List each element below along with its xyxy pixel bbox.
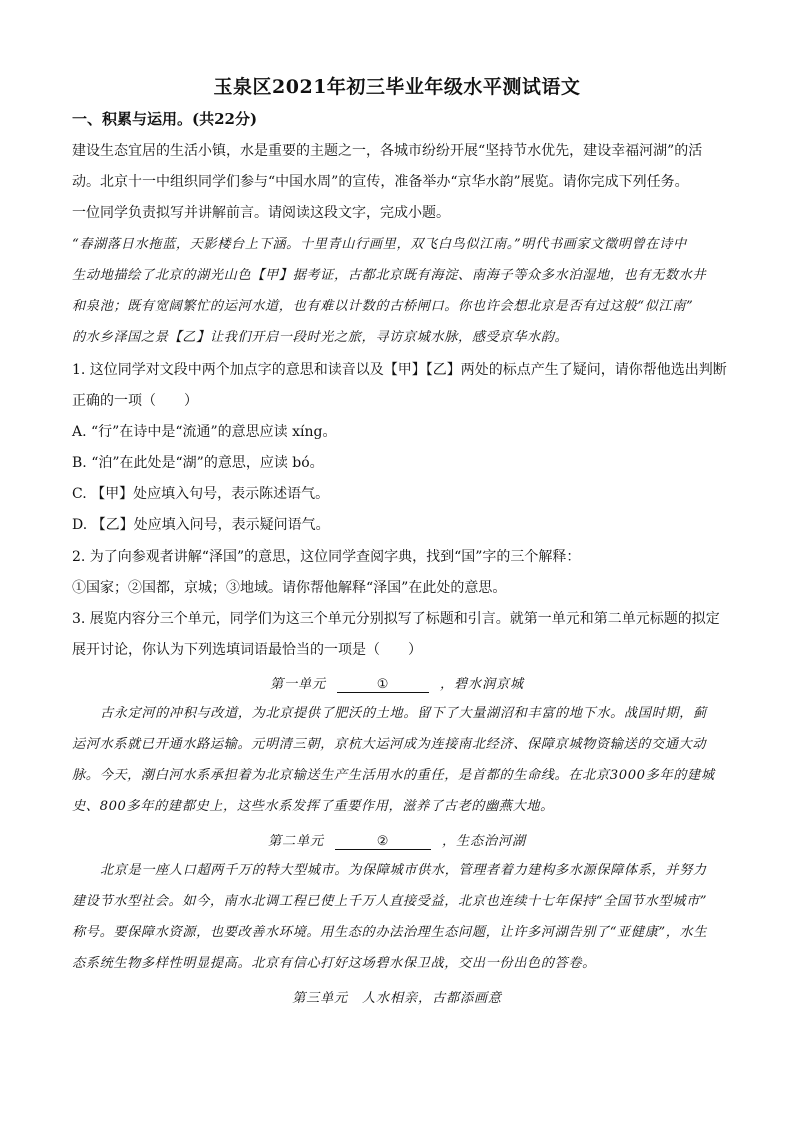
intro-line: 一位同学负责拟写并讲解前言。请阅读这段文字，完成小题。 bbox=[72, 205, 450, 221]
question-1-stem: 正确的一项（ ） bbox=[72, 393, 198, 409]
question-1-option-b: B. “泊”在此处是“湖”的意思，应读 bó。 bbox=[72, 455, 324, 471]
unit-2-body-line: 建设节水型社会。如今，南水北调工程已使上千万人直接受益，北京也连续十七年保持“全国节水型城市” bbox=[72, 894, 708, 909]
preface-line: “春湖落日水拖蓝，天影楼台上下涵。十里青山行画里，双飞白鸟似江南。”明代书画家文徵明曾在诗中 bbox=[72, 237, 687, 252]
question-1-option-c: C. 【甲】处应填入句号，表示陈述语气。 bbox=[72, 486, 330, 502]
unit-2-body-line: 态系统生物多样性明显提高。北京有信心打好这场碧水保卫战，交出一份出色的答卷。 bbox=[72, 956, 596, 971]
unit-1-body-line: 脉。今天，潮白河水系承担着为北京输送生产生活用水的重任，是首都的生命线。在北京3000多年的建城 bbox=[72, 768, 715, 783]
unit-1-body-line: 古永定河的冲积与改道，为北京提供了肥沃的土地。留下了大量湖沼和丰富的地下水。战国时期，蓟 bbox=[100, 706, 707, 721]
question-2-stem: 2. 为了向参观者讲解“泽国”的意思，这位同学查阅字典，找到“国”字的三个解释： bbox=[72, 549, 581, 565]
unit-2-body-line: 北京是一座人口超两千万的特大型城市。为保障城市供水，管理者着力建构多水源保障体系，并努力 bbox=[100, 863, 707, 878]
preface-line: 和泉池；既有宽阔繁忙的运河水道，也有难以计数的古桥闸口。你也许会想北京是否有过这般“似江南” bbox=[72, 299, 694, 314]
unit-2-prefix: 第二单元 bbox=[268, 834, 324, 849]
intro-line: 动。北京十一中组织同学们参与“中国水周”的宣传，准备举办“京华水韵”展览。请你完成下列任务。 bbox=[72, 174, 689, 190]
unit-2-suffix: ，生态治河湖 bbox=[442, 834, 526, 849]
unit-2-heading bbox=[0, 830, 794, 850]
unit-1-suffix: ，碧水润京城 bbox=[440, 677, 524, 692]
question-3-stem: 3. 展览内容分三个单元，同学们为这三个单元分别拟写了标题和引言。就第一单元和第二单元标题的拟定 bbox=[72, 611, 720, 627]
unit-1-blank: ① bbox=[337, 677, 429, 693]
question-1-option-a: A. “行”在诗中是“流通”的意思应读 xíng。 bbox=[72, 424, 337, 440]
preface-line: 的水乡泽国之景【乙】让我们开启一段时光之旅，寻访京城水脉，感受京华水韵。 bbox=[72, 330, 569, 345]
unit-1-prefix: 第一单元 bbox=[270, 677, 326, 692]
unit-3-heading: 第三单元 人水相亲，古都添画意 bbox=[292, 991, 502, 1006]
preface-line: 生动地描绘了北京的湖光山色【甲】据考证，古都北京既有海淀、南海子等众多水泊湿地，也有无数水井 bbox=[72, 268, 707, 283]
question-2-stem: ①国家；②国都，京城；③地域。请你帮他解释“泽国”在此处的意思。 bbox=[72, 580, 507, 596]
unit-1-heading bbox=[0, 673, 794, 693]
unit-2-blank: ② bbox=[335, 834, 431, 850]
unit-2-body-line: 称号。要保障水资源，也要改善水环境。用生态的办法治理生态问题，让许多河湖告别了“亚健康”，水生 bbox=[72, 925, 708, 940]
section-heading: 一、积累与运用。(共22分) bbox=[72, 110, 258, 128]
unit-1-body-line: 史、800多年的建都史上，这些水系发挥了重要作用，滋养了古老的幽燕大地。 bbox=[72, 799, 554, 814]
unit-1-body-line: 运河水系就已开通水路运输。元明清三朝，京杭大运河成为连接南北经济、保障京城物资输送的交通大动 bbox=[72, 737, 707, 752]
intro-line: 建设生态宜居的生活小镇，水是重要的主题之一，各城市纷纷开展“坚持节水优先，建设幸福河湖”的活 bbox=[72, 143, 703, 159]
page-title: 玉泉区2021年初三毕业年级水平测试语文 bbox=[213, 76, 581, 98]
question-1-option-d: D. 【乙】处应填入问号，表示疑问语气。 bbox=[72, 517, 330, 533]
question-1-stem: 1. 这位同学对文段中两个加点字的意思和读音以及【甲】【乙】两处的标点产生了疑问，请你帮他选出判断 bbox=[72, 362, 727, 378]
question-3-stem: 展开讨论，你认为下列选填词语最恰当的一项是（ ） bbox=[72, 642, 422, 658]
